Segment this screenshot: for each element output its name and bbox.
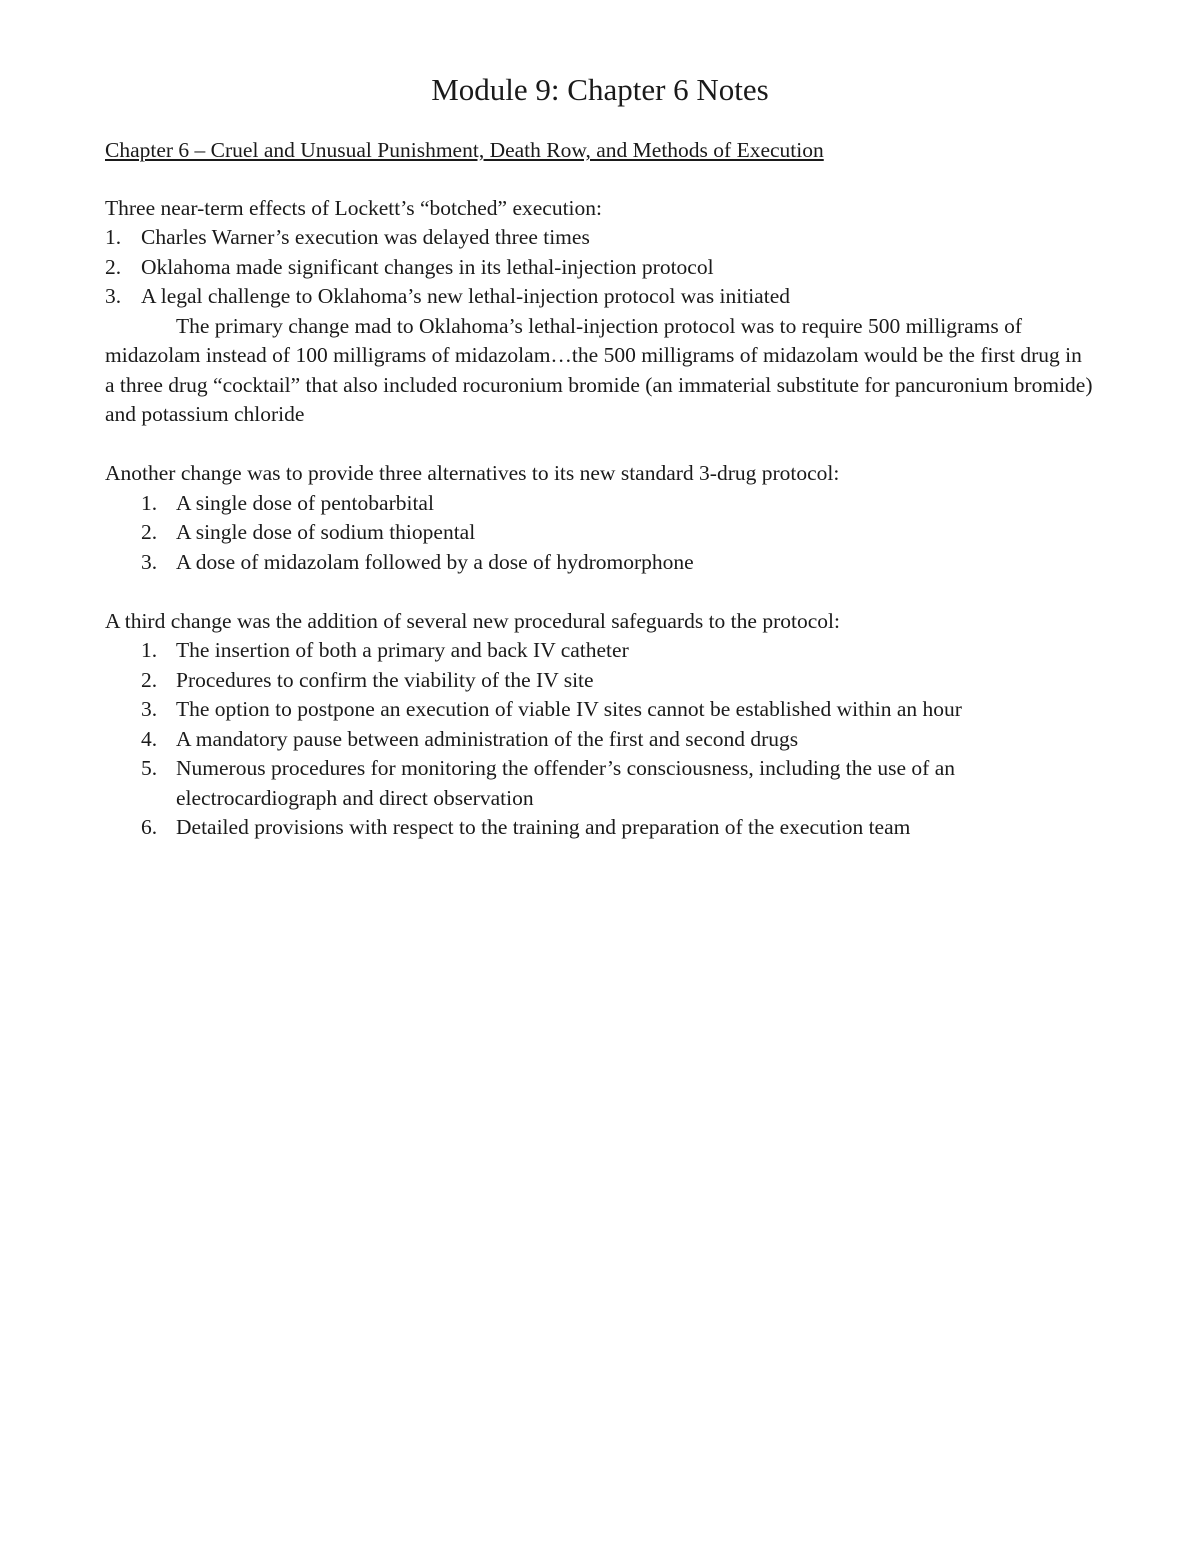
list-item-text: A dose of midazolam followed by a dose of hydromorphone xyxy=(176,549,694,574)
list-item xyxy=(105,518,1095,548)
document-title: Module 9: Chapter 6 Notes xyxy=(431,72,769,107)
section2-intro: Another change was to provide three alternatives to its new standard 3-drug protocol: xyxy=(105,461,840,485)
list-number: 1. xyxy=(105,225,122,249)
list-item-text: Numerous procedures for monitoring the offender’s consciousness, including the use of an electrocardiograph and direct observation xyxy=(176,756,955,810)
list-number: 2. xyxy=(141,667,158,692)
list-item xyxy=(105,636,1095,666)
list-number: 3. xyxy=(141,549,158,574)
list-item-text: Detailed provisions with respect to the training and preparation of the execution team xyxy=(176,815,911,839)
list-item-text: A mandatory pause between administration of the first and second drugs xyxy=(176,726,799,751)
list-item xyxy=(105,725,1095,755)
list-number: 1. xyxy=(141,490,158,515)
list-item-text: Charles Warner’s execution was delayed three times xyxy=(141,225,590,249)
list-item-text: The insertion of both a primary and back IV catheter xyxy=(176,638,629,662)
list-item-text: A legal challenge to Oklahoma’s new lethal-injection protocol was initiated xyxy=(141,284,790,308)
list-item xyxy=(105,695,1095,725)
list-number: 5. xyxy=(141,756,158,780)
list-item xyxy=(105,282,1095,312)
list-item xyxy=(105,754,1095,813)
section2-list xyxy=(105,489,1095,578)
list-item-text: A single dose of pentobarbital xyxy=(176,490,434,515)
list-number: 6. xyxy=(141,815,158,839)
document-content xyxy=(105,70,1095,843)
section1-list xyxy=(105,223,1095,312)
list-item xyxy=(105,813,1095,843)
list-item xyxy=(105,489,1095,519)
list-item-text: Oklahoma made significant changes in its lethal-injection protocol xyxy=(141,254,714,279)
section1-intro: Three near-term effects of Lockett’s “botched” execution: xyxy=(105,195,603,220)
list-number: 2. xyxy=(141,520,158,544)
section1-paragraph: The primary change mad to Oklahoma’s lethal-injection protocol was to require 500 milligrams of midazolam instead of 100 milligrams of midazolam…the 500 milligrams of midazolam would be the first drug in a three drug “cocktail” that also included rocuronium bromide (an immaterial substitute for pancuronium bromide) and potassium chloride xyxy=(105,313,1093,426)
list-number: 3. xyxy=(105,284,122,308)
list-number: 1. xyxy=(141,638,158,662)
list-item-text: Procedures to confirm the viability of the IV site xyxy=(176,667,594,692)
section3-intro: A third change was the addition of several new procedural safeguards to the protocol: xyxy=(105,608,840,633)
list-item xyxy=(105,223,1095,253)
list-number: 4. xyxy=(141,726,158,751)
list-item xyxy=(105,548,1095,578)
list-item-text: A single dose of sodium thiopental xyxy=(176,520,476,544)
list-number: 3. xyxy=(141,697,158,721)
section3-list xyxy=(105,636,1095,843)
list-item xyxy=(105,666,1095,696)
list-number: 2. xyxy=(105,254,122,279)
list-item xyxy=(105,253,1095,283)
chapter-heading: Chapter 6 – Cruel and Unusual Punishment, Death Row, and Methods of Execution xyxy=(105,138,824,162)
spacer xyxy=(105,430,1095,460)
spacer xyxy=(105,577,1095,607)
list-item-text: The option to postpone an execution of viable IV sites cannot be established within an hour xyxy=(176,697,962,721)
